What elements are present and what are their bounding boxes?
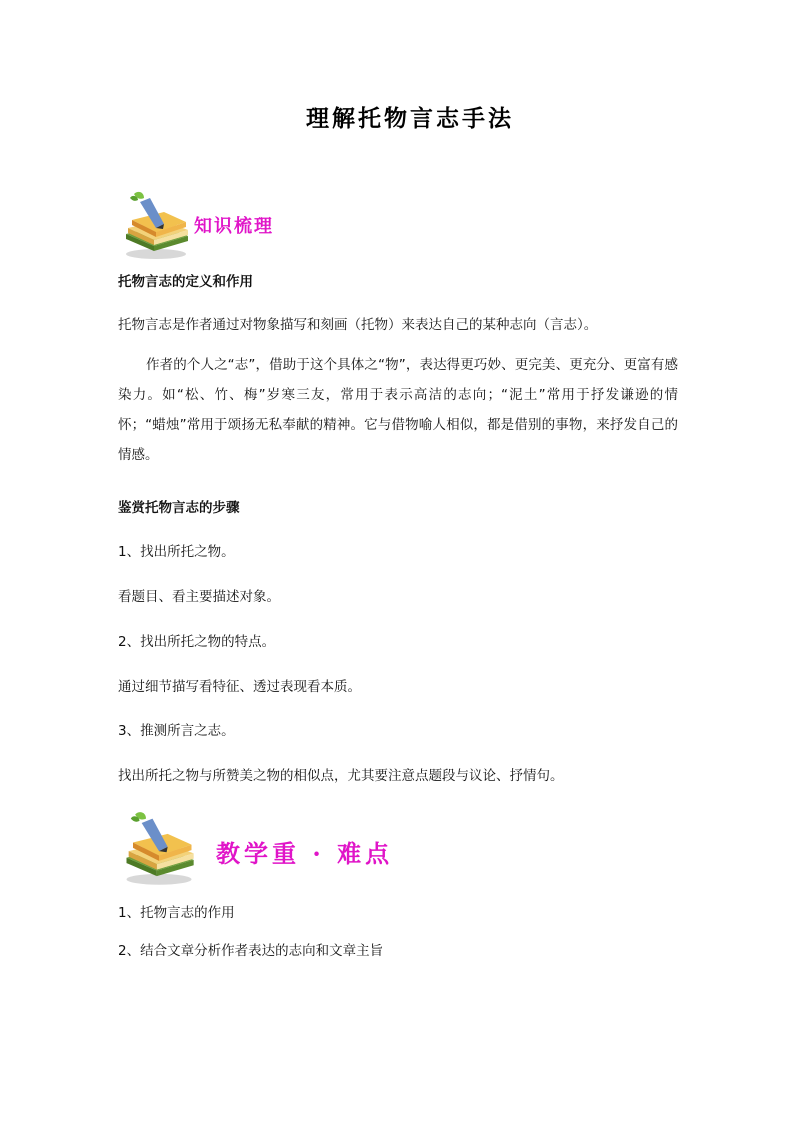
section-header-key-points <box>120 810 440 888</box>
document-title: 理解托物言志手法 <box>306 105 514 132</box>
key-point-item: 2、结合文章分析作者表达的志向和文章主旨 <box>118 943 384 959</box>
section-heading: 知识梳理 <box>194 216 274 237</box>
step-item: 2、找出所托之物的特点。 <box>118 634 276 650</box>
key-point-item: 1、托物言志的作用 <box>118 905 235 921</box>
step-item: 1、找出所托之物。 <box>118 544 235 560</box>
section-header-knowledge <box>120 190 420 262</box>
subheading-steps: 鉴赏托物言志的步骤 <box>118 500 240 516</box>
step-detail: 通过细节描写看特征、透过表现看本质。 <box>118 679 361 695</box>
definition-text: 托物言志是作者通过对物象描写和刻画（托物）来表达自己的某种志向（言志）。 <box>118 317 598 333</box>
step-detail: 找出所托之物与所赞美之物的相似点，尤其要注意点题段与议论、抒情句。 <box>118 768 564 784</box>
book-pencil-icon <box>120 190 192 262</box>
subheading-definition: 托物言志的定义和作用 <box>118 274 253 290</box>
section-heading: 教学重 · 难点 <box>216 839 394 868</box>
explanation-paragraph: 作者的个人之“志”，借助于这个具体之“物”，表达得更巧妙、更完美、更充分、更富有感染力。如“松、竹、梅”岁寒三友，常用于表示高洁的志向；“泥土”常用于抒发谦逊的情怀；“蜡烛”常用于颂扬无私奉献的精神。它与借物喻人相似，都是借别的事物，来抒发自己的情感。 <box>118 357 678 463</box>
step-item: 3、推测所言之志。 <box>118 723 235 739</box>
step-detail: 看题目、看主要描述对象。 <box>118 589 280 605</box>
book-pencil-icon <box>120 810 198 888</box>
